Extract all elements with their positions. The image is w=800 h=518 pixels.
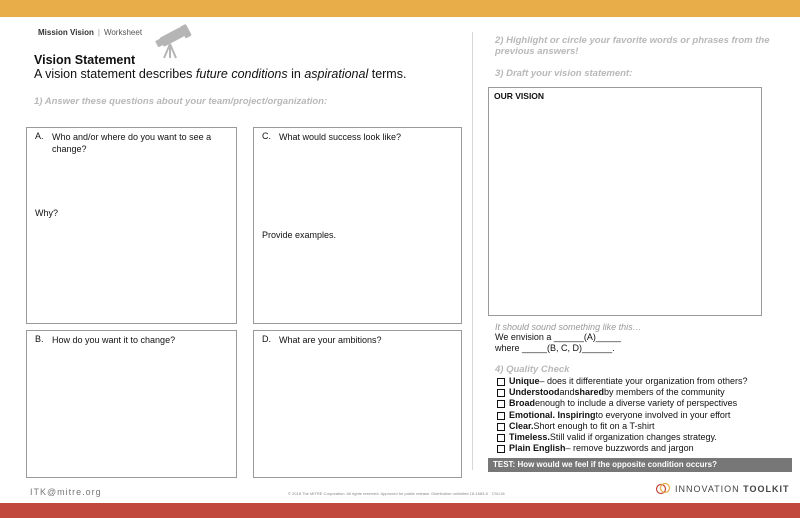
template-line-2: where _____(B, C, D)______. [495,343,615,353]
answer-box-d[interactable] [253,330,462,478]
top-accent-bar [0,0,800,17]
prompt-highlight: 2) Highlight or circle your favorite words or phrases from the previous answers! [495,35,770,57]
prompt-draft: 3) Draft your vision statement: [495,68,633,79]
box-followup: Provide examples. [262,230,337,240]
checklist-item[interactable]: Emotional. Inspiring to everyone involved in your effort [497,410,747,421]
checklist-item[interactable]: Clear. Short enough to fit on a T-shirt [497,421,747,432]
checklist-item[interactable]: Broad enough to include a diverse variety of perspectives [497,398,747,409]
answer-box-b[interactable] [26,330,237,478]
checklist-item[interactable]: Understood and shared by members of the community [497,387,747,398]
vision-statement-box[interactable] [488,87,762,316]
doc-header [38,28,142,37]
checkbox-icon[interactable] [497,432,509,441]
checkbox-icon[interactable] [497,376,509,385]
innovation-toolkit-logo [655,481,790,497]
checklist-item[interactable]: Timeless. Still valid if organization changes strategy. [497,432,747,443]
box-question: What would success look like? [279,132,402,142]
footer-email[interactable]: ITK@mitre.org [30,487,102,497]
box-letter: C. [262,131,271,141]
vision-box-label: OUR VISION [494,91,545,101]
box-question: Who and/or where do you want to see a change? [52,132,212,154]
checkbox-icon[interactable] [497,387,509,396]
box-followup: Why? [35,208,59,218]
sound-like-hint: It should sound something like this… [495,322,642,332]
checkbox-icon[interactable] [497,410,509,419]
checkbox-icon[interactable] [497,421,509,430]
prompt-quality-check: 4) Quality Check [495,364,570,375]
quality-checklist [497,376,747,454]
prompt-answer-questions: 1) Answer these questions about your team/project/organization: [34,96,328,107]
answer-box-c[interactable] [253,127,462,324]
box-letter: D. [262,334,271,344]
checkbox-icon[interactable] [497,443,509,452]
column-divider [472,32,473,470]
bottom-accent-bar [0,503,800,518]
footer-copyright: © 2018 The MITRE Corporation. All rights reserved. Approved for public release. Distribution unlimited 18-1683-5 7/31/18 [288,491,505,496]
page-subtitle: A vision statement describes future conditions in aspirational terms. [34,67,407,81]
checkbox-icon[interactable] [497,398,509,407]
brand-name: INNOVATION TOOLKIT [675,484,790,494]
box-question: What are your ambitions? [279,335,382,345]
doc-name: Mission Vision [38,28,94,37]
box-letter: A. [35,131,44,141]
answer-box-a[interactable] [26,127,237,324]
header-separator: | [97,28,100,37]
checklist-item[interactable]: Unique – does it differentiate your organization from others? [497,376,747,387]
checklist-item[interactable]: Plain English – remove buzzwords and jargon [497,443,747,454]
template-line-1: We envision a ______(A)_____ [495,332,621,342]
test-banner: TEST: How would we feel if the opposite condition occurs? [488,458,792,472]
innovation-toolkit-logo-icon [655,481,671,497]
box-letter: B. [35,334,44,344]
doc-type: Worksheet [103,28,143,37]
page-title: Vision Statement [34,53,136,67]
box-question: How do you want it to change? [52,335,176,345]
telescope-icon [150,24,192,60]
